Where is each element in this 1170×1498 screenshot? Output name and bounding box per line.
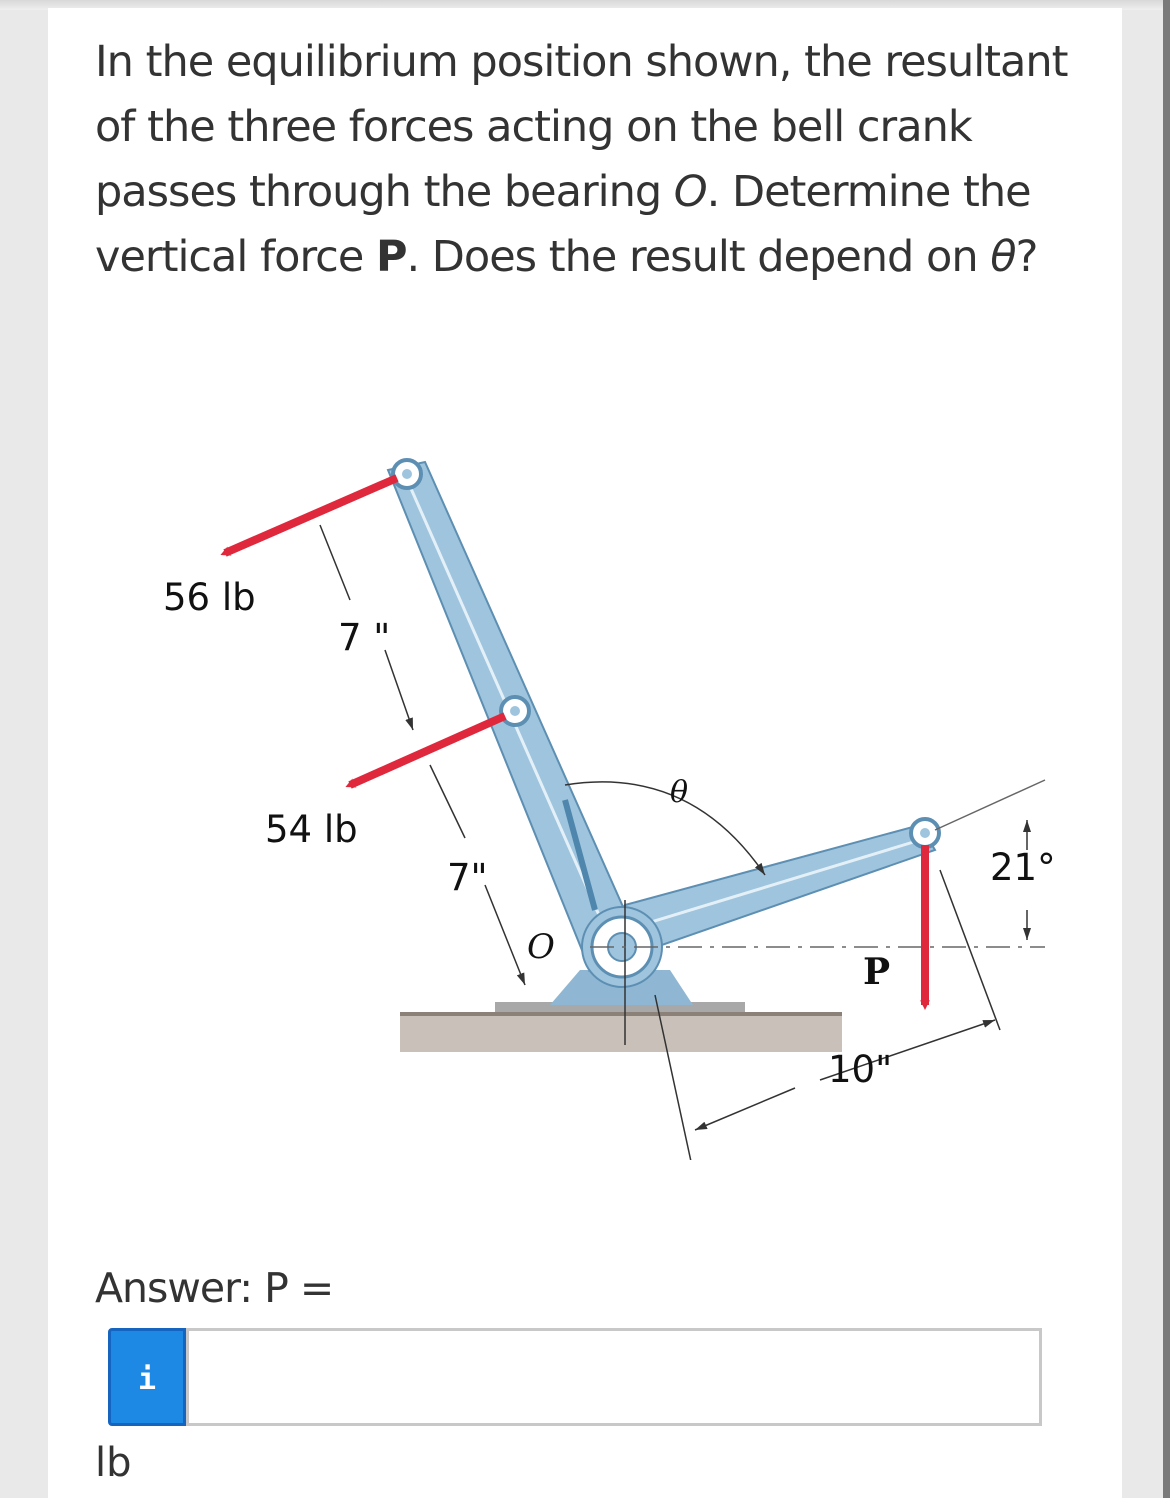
label-bearing-o: O (527, 927, 555, 967)
question-part-3: . Does the result depend on (406, 232, 991, 282)
scrollbar-edge (1163, 0, 1170, 1498)
answer-label: Answer: P = (95, 1264, 334, 1312)
label-56-lb: 56 lb (163, 576, 256, 619)
bell-crank-figure (95, 440, 1075, 1160)
label-lower-7: 7" (447, 856, 488, 899)
question-theta: θ (990, 232, 1016, 282)
question-part-1: In the equilibrium position shown, the resultant of the three forces acting on the bell crank passes through the bearing (95, 37, 1068, 217)
label-10-in: 10" (828, 1048, 893, 1091)
answer-unit: lb (95, 1440, 132, 1486)
label-upper-7: 7 " (338, 616, 391, 659)
answer-row (108, 1328, 1042, 1426)
question-bearing: O (673, 167, 707, 217)
label-54-lb: 54 lb (265, 808, 358, 851)
question-part-2: . Determine the vertical force (95, 167, 1031, 282)
pin-middle (501, 697, 529, 725)
pin-top (393, 460, 421, 488)
pin-right (911, 819, 939, 847)
label-force-p: P (863, 951, 891, 993)
answer-input[interactable] (186, 1328, 1042, 1426)
label-theta: θ (670, 775, 689, 810)
label-21-deg: 21° (990, 846, 1056, 889)
question-force: P (375, 232, 407, 282)
question-part-4: ? (1015, 232, 1038, 282)
info-icon[interactable]: i (108, 1328, 186, 1426)
question-text (95, 30, 1095, 290)
